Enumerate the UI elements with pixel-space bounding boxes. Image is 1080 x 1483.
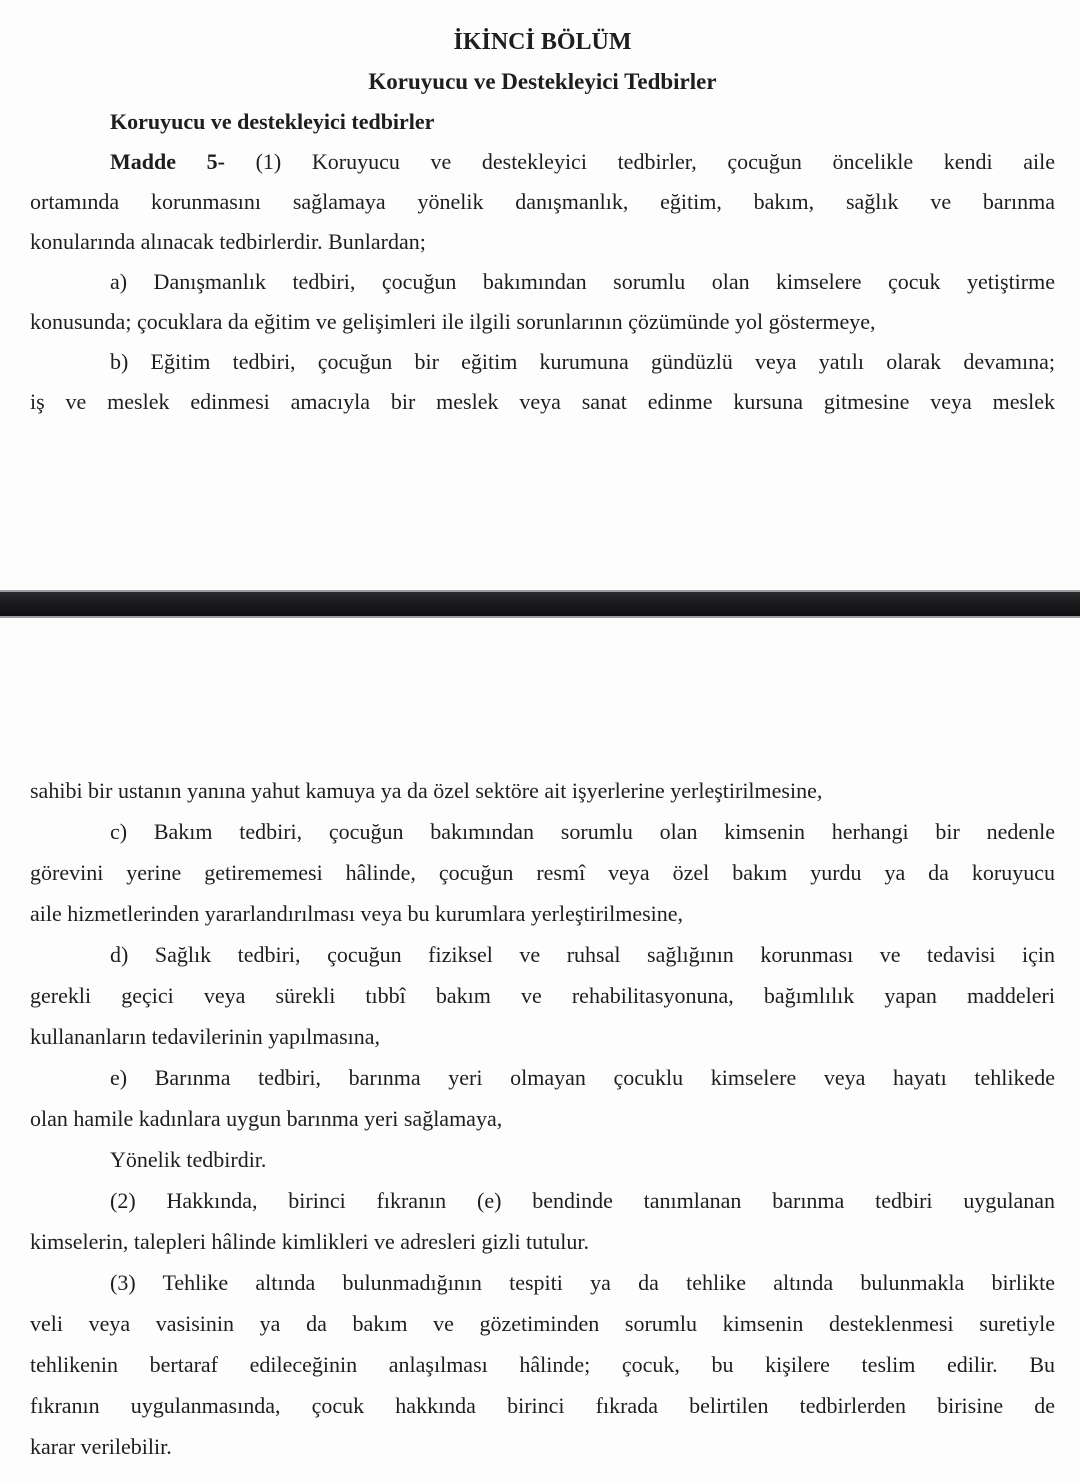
text-line: sahibi bir ustanın yanına yahut kamuya ya da özel sektöre ait işyerlerine yerleştirilmesine, [30,778,823,803]
text-line: konusunda; çocuklara da eğitim ve gelişimleri ile ilgili sorunlarının çözümünde yol göstermeye, [30,309,876,334]
paragraph-fikra-2 [30,1180,1055,1262]
paragraph-item-d [30,934,1055,1057]
paragraph-fikra-3 [30,1262,1055,1467]
text-line: a) Danışmanlık tedbiri, çocuğun bakımından sorumlu olan kimselere çocuk yetiştirme [110,269,1055,294]
text-line: d) Sağlık tedbiri, çocuğun fiziksel ve ruhsal sağlığının korunması ve tedavisi için [110,942,1055,967]
paragraph-item-b-continuation [30,770,1055,811]
text-line: gerekli geçici veya sürekli tıbbî bakım ve rehabilitasyonuna, bağımlılık yapan maddeleri [30,983,1055,1008]
text-line: görevini yerine getirememesi hâlinde, çocuğun resmî veya özel bakım yurdu ya da koruyucu [30,860,1055,885]
text-line: c) Bakım tedbiri, çocuğun bakımından sorumlu olan kimsenin herhangi bir nedenle [110,819,1055,844]
chapter-title: İKİNCİ BÖLÜM [453,29,632,55]
paragraph-item-a [30,262,1055,342]
text-line: kullananların tedavilerinin yapılmasına, [30,1024,381,1049]
text-line: kimselerin, talepleri hâlinde kimlikleri ve adresleri gizli tutulur. [30,1229,590,1254]
text-line: Yönelik tedbirdir. [110,1147,267,1172]
paragraph-item-c [30,811,1055,934]
text-line: (2) Hakkında, birinci fıkranın (e) bendinde tanımlanan barınma tedbiri uygulanan [110,1188,1055,1213]
text-line: b) Eğitim tedbiri, çocuğun bir eğitim kurumuna gündüzlü veya yatılı olarak devamına; [110,349,1055,374]
text-line: (3) Tehlike altında bulunmadığının tespiti ya da tehlike altında bulunmakla birlikte [110,1270,1055,1295]
text-line [30,142,1055,182]
text-line: ortamında korunmasını sağlamaya yönelik danışmanlık, eğitim, bakım, sağlık ve barınma [30,189,1055,214]
text-line: aile hizmetlerinden yararlandırılması veya bu kurumlara yerleştirilmesine, [30,901,684,926]
paragraph-closing [30,1139,1055,1180]
text-line: veli veya vasisinin ya da bakım ve gözetiminden sorumlu kimsenin desteklenmesi suretiyle [30,1311,1055,1336]
chapter-subtitle: Koruyucu ve Destekleyici Tedbirler [368,69,717,94]
madde-5-line-1: (1) Koruyucu ve destekleyici tedbirler, çocuğun öncelikle kendi aile [255,149,1055,174]
text-line: tehlikenin bertaraf edileceğinin anlaşılması hâlinde; çocuk, bu kişilere teslim edilir. Bu [30,1352,1055,1377]
text-line: fıkranın uygulanmasında, çocuk hakkında birinci fıkrada belirtilen tedbirlerden birisine de [30,1393,1055,1418]
paragraph-item-e [30,1057,1055,1139]
text-line: iş ve meslek edinmesi amacıyla bir meslek veya sanat edinme kursuna gitmesine veya meslek [30,389,1055,414]
article-heading: Koruyucu ve destekleyici tedbirler [110,109,435,134]
text-line: olan hamile kadınlara uygun barınma yeri sağlamaya, [30,1106,503,1131]
paragraph-madde-5 [30,142,1055,262]
text-block-below-redaction [30,770,1055,1467]
text-line: karar verilebilir. [30,1434,172,1459]
text-line: e) Barınma tedbiri, barınma yeri olmayan çocuklu kimselere veya hayatı tehlikede [110,1065,1055,1090]
text-line: konularında alınacak tedbirlerdir. Bunlardan; [30,229,426,254]
paragraph-item-b [30,342,1055,422]
redaction-bar [0,590,1080,618]
madde-5-label: Madde 5- [110,149,225,174]
text-block-above-redaction [30,22,1055,422]
